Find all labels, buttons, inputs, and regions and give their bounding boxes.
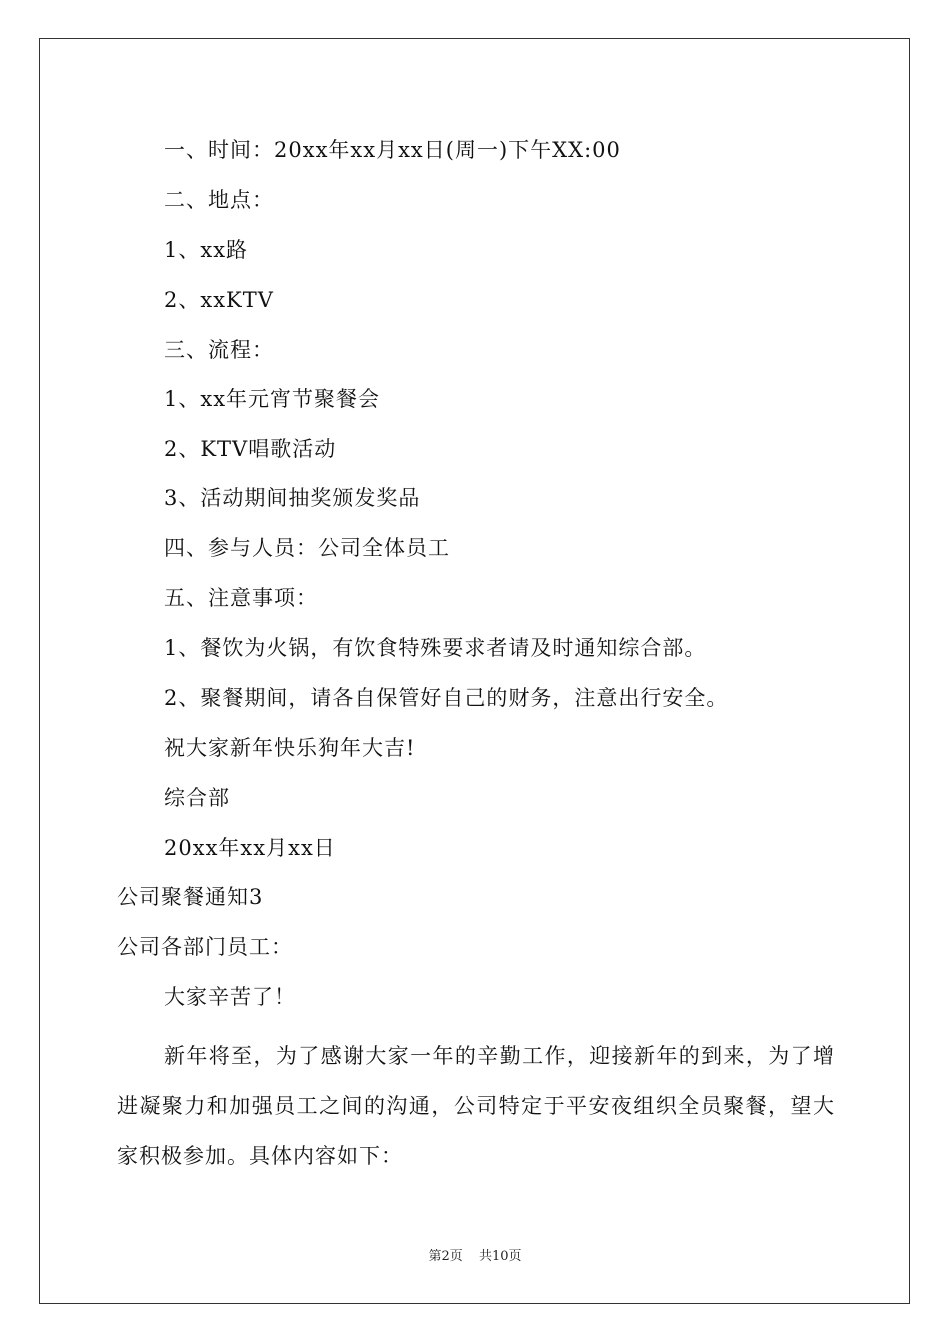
notes-heading: 五、注意事项：: [164, 586, 318, 610]
process-heading: 三、流程：: [164, 338, 274, 362]
participants-line: 四、参与人员：公司全体员工: [164, 536, 450, 560]
process-item-2: 2、KTV唱歌活动: [164, 437, 337, 461]
body-paragraph: 新年将至，为了感谢大家一年的辛勤工作，迎接新年的到来，为了增进凝聚力和加强员工之间的沟通，公司特定于平安夜组织全员聚餐，望大家积极参加。具体内容如下：: [117, 1044, 835, 1168]
process-item-1: 1、xx年元宵节聚餐会: [164, 387, 381, 411]
location-item-1: 1、xx路: [164, 238, 249, 262]
wishes-line: 祝大家新年快乐狗年大吉!: [164, 736, 416, 760]
process-item-3: 3、活动期间抽奖颁发奖品: [164, 486, 421, 510]
note-item-2: 2、聚餐期间，请各自保管好自己的财务，注意出行安全。: [164, 686, 729, 710]
location-heading: 二、地点：: [164, 188, 274, 212]
signature-department: 综合部: [164, 786, 230, 810]
location-item-2: 2、xxKTV: [164, 288, 274, 312]
greeting: 大家辛苦了！: [164, 985, 296, 1009]
section-title: 公司聚餐通知3: [117, 885, 264, 909]
salutation: 公司各部门员工：: [117, 935, 293, 959]
page-total: 共10页: [478, 1249, 522, 1264]
page-number: 第2页: [428, 1249, 463, 1264]
signature-date: 20xx年xx月xx日: [164, 836, 336, 860]
time-line: 一、时间：20xx年xx月xx日(周一)下午XX:00: [164, 138, 621, 162]
note-item-1: 1、餐饮为火锅，有饮食特殊要求者请及时通知综合部。: [164, 636, 707, 660]
page-footer: [0, 1248, 950, 1266]
